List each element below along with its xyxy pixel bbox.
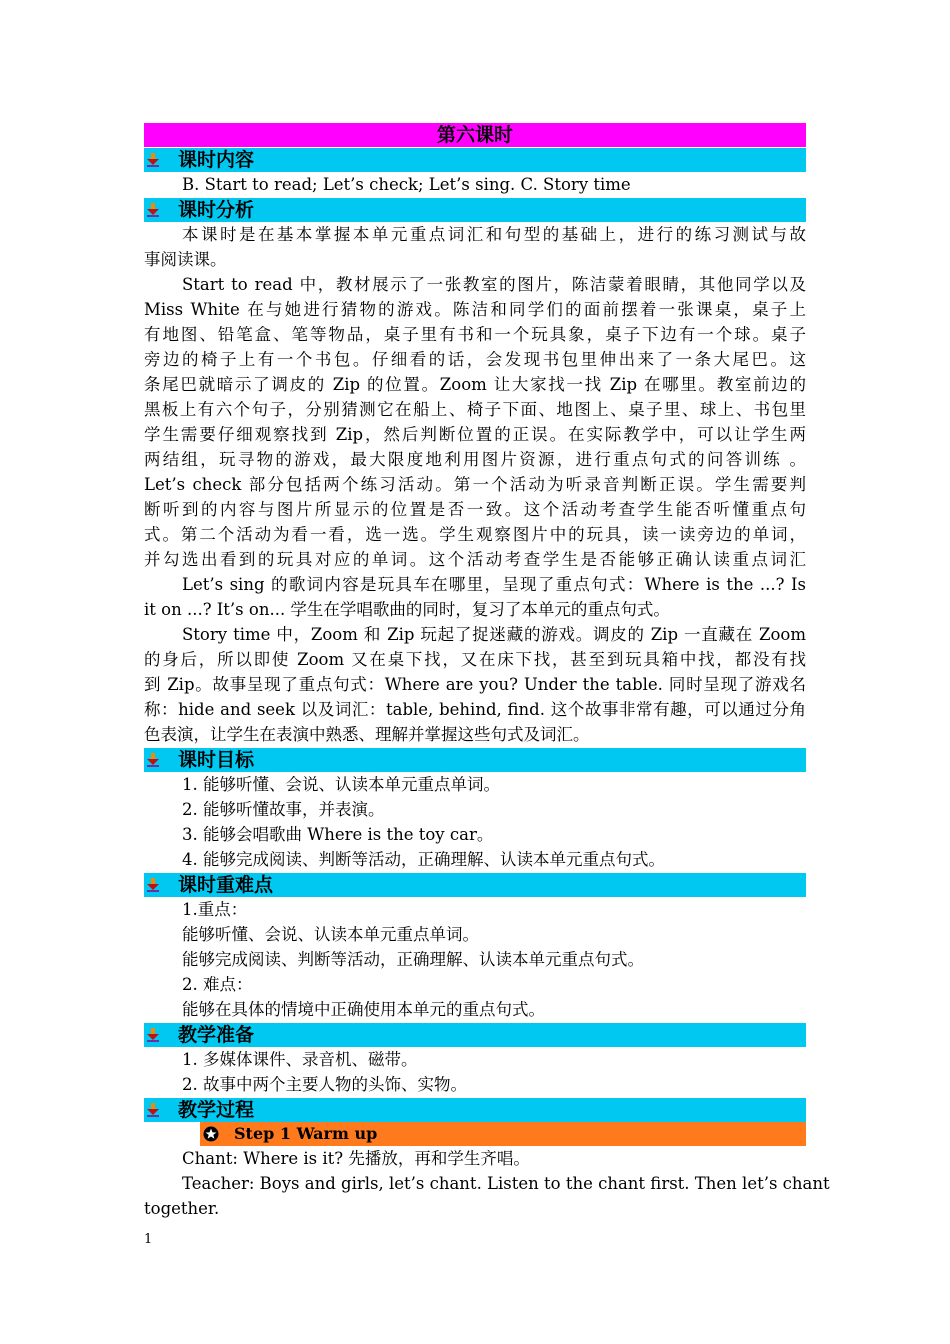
page-number: 1 bbox=[144, 1232, 153, 1247]
text-line: 色表演，让学生在表演中熟悉、理解并掌握这些句式及词汇。 bbox=[144, 725, 590, 744]
text-line: it on ...? It’s on... 学生在学唱歌曲的同时，复习了本单元的重点句式。 bbox=[144, 600, 670, 619]
text-line: 称：hide and seek 以及词汇：table, behind, find. 这个故事非常有趣，可以通过分角 bbox=[144, 700, 806, 719]
section-header-process bbox=[144, 1098, 806, 1122]
section-heading: 课时内容 bbox=[178, 149, 255, 171]
list-item: 2. 能够听懂故事，并表演。 bbox=[182, 800, 385, 819]
section-header-preparation bbox=[144, 1023, 806, 1047]
section-header-goals bbox=[144, 748, 806, 772]
list-item: 4. 能够完成阅读、判断等活动，正确理解、认读本单元重点句式。 bbox=[182, 850, 665, 869]
text-line: 黑板上有六个句子，分别猜测它在船上、椅子下面、地图上、桌子里、球上、书包里 bbox=[144, 400, 806, 419]
list-item: 1. 能够听懂、会说、认读本单元重点单词。 bbox=[182, 775, 500, 794]
download-arrow-icon bbox=[146, 878, 160, 892]
section-header-key-points bbox=[144, 873, 806, 897]
text-line: 能够完成阅读、判断等活动，正确理解、认读本单元重点句式。 bbox=[182, 950, 644, 969]
text-line: 能够听懂、会说、认读本单元重点单词。 bbox=[182, 925, 479, 944]
section-heading: 教学准备 bbox=[178, 1024, 255, 1046]
section-heading: 课时分析 bbox=[178, 199, 255, 221]
section-heading: 教学过程 bbox=[178, 1099, 255, 1121]
star-badge-icon bbox=[203, 1126, 219, 1142]
text-line: 条尾巴就暗示了调皮的 Zip 的位置。Zoom 让大家找一找 Zip 在哪里。教室前边的 bbox=[144, 375, 806, 394]
text-line: Teacher: Boys and girls, let’s chant. Listen to the chant first. Then let’s chant bbox=[182, 1174, 830, 1193]
download-arrow-icon bbox=[146, 1028, 160, 1042]
text-line: 到 Zip。故事呈现了重点句式：Where are you? Under the table. 同时呈现了游戏名 bbox=[144, 675, 806, 694]
section-header-content bbox=[144, 148, 806, 172]
list-item: 2. 故事中两个主要人物的头饰、实物。 bbox=[182, 1075, 467, 1094]
text-line: 两结组，玩寻物的游戏，最大限度地利用图片资源，进行重点句式的问答训练 。 bbox=[144, 450, 806, 469]
text-line: 1.重点： bbox=[182, 900, 248, 919]
text-line: B. Start to read; Let’s check; Let’s sing. C. Story time bbox=[182, 175, 631, 194]
text-line: Let’s sing 的歌词内容是玩具车在哪里，呈现了重点句式：Where is the ...? Is bbox=[182, 575, 806, 594]
text-line: together. bbox=[144, 1199, 220, 1218]
list-item: 1. 多媒体课件、录音机、磁带。 bbox=[182, 1050, 418, 1069]
section-header-analysis bbox=[144, 198, 806, 222]
text-line: Miss White 在与她进行猜物的游戏。陈洁和同学们的面前摆着一张课桌，桌子上 bbox=[144, 300, 806, 319]
text-line: 的身后，所以即使 Zoom 又在桌下找，又在床下找，甚至到玩具箱中找，都没有找 bbox=[144, 650, 806, 669]
text-line: 本课时是在基本掌握本单元重点词汇和句型的基础上，进行的练习测试与故 bbox=[182, 225, 806, 244]
text-line: 有地图、铅笔盒、笔等物品，桌子里有书和一个玩具象，桌子下边有一个球。桌子 bbox=[144, 325, 806, 344]
step-header bbox=[200, 1122, 806, 1146]
text-line: Chant: Where is it? 先播放，再和学生齐唱。 bbox=[182, 1149, 530, 1168]
text-line: 能够在具体的情境中正确使用本单元的重点句式。 bbox=[182, 1000, 545, 1019]
download-arrow-icon bbox=[146, 753, 160, 767]
text-line: 旁边的椅子上有一个书包。仔细看的话，会发现书包里伸出来了一条大尾巴。这 bbox=[144, 350, 806, 369]
text-line: Start to read 中，教材展示了一张教室的图片，陈洁蒙着眼睛，其他同学以及 bbox=[182, 275, 806, 294]
text-line: Story time 中，Zoom 和 Zip 玩起了捉迷藏的游戏。调皮的 Zip 一直藏在 Zoom bbox=[182, 625, 806, 644]
document-body bbox=[144, 123, 830, 1221]
text-line: 并勾选出看到的玩具对应的单词。这个活动考查学生是否能够正确认读重点词汇 bbox=[144, 550, 806, 569]
text-line: 事阅读课。 bbox=[144, 250, 227, 269]
text-line: Let’s check 部分包括两个练习活动。第一个活动为听录音判断正误。学生需要判 bbox=[144, 475, 806, 494]
step-label: Step 1 Warm up bbox=[234, 1124, 378, 1143]
list-item: 3. 能够会唱歌曲 Where is the toy car。 bbox=[182, 825, 494, 844]
text-line: 2. 难点： bbox=[182, 975, 253, 994]
lesson-title: 第六课时 bbox=[144, 123, 806, 147]
text-line: 式。第二个活动为看一看，选一选。学生观察图片中的玩具，读一读旁边的单词， bbox=[144, 525, 806, 544]
section-heading: 课时目标 bbox=[178, 749, 255, 771]
text-line: 学生需要仔细观察找到 Zip，然后判断位置的正误。在实际教学中，可以让学生两 bbox=[144, 425, 806, 444]
download-arrow-icon bbox=[146, 153, 160, 167]
text-line: 断听到的内容与图片所显示的位置是否一致。这个活动考查学生能否听懂重点句 bbox=[144, 500, 806, 519]
download-arrow-icon bbox=[146, 203, 160, 217]
section-heading: 课时重难点 bbox=[178, 874, 274, 896]
download-arrow-icon bbox=[146, 1103, 160, 1117]
